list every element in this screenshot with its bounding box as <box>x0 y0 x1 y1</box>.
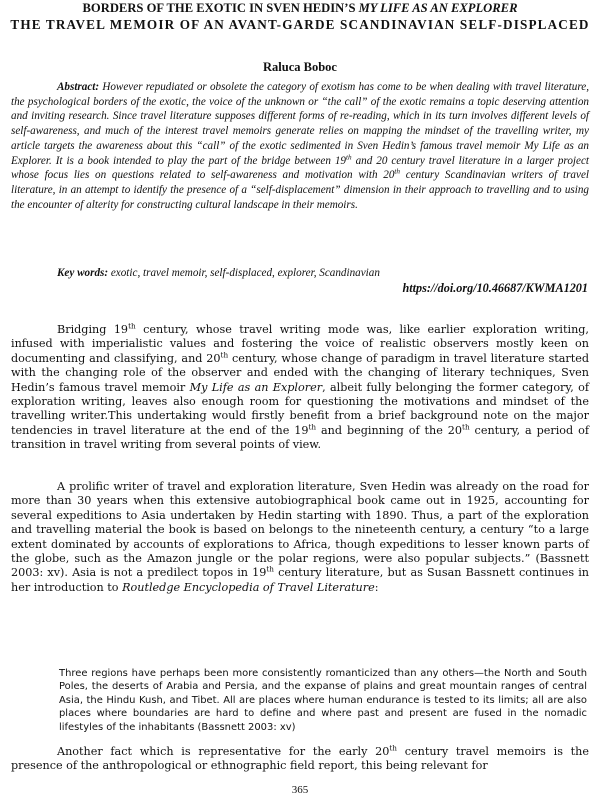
keywords-text: exotic, travel memoir, self-displaced, explorer, Scandinavian <box>108 267 380 279</box>
author-name: Raluca Boboc <box>263 60 337 74</box>
article-subtitle: THE TRAVEL MEMOIR OF AN AVANT-GARDE SCANDINAVIAN SELF-DISPLACED <box>10 17 590 32</box>
body-paragraph: A prolific writer of travel and exploration literature, Sven Hedin was already on the road for more than 30 years when this extensive autobiographical book came out in 1925, accounting for several expeditions to Asia undertaken by Hedin starting with 1890. Thus, a part of the exploration and travelling material the book is based on belongs to the nineteenth century, a century “to a large extent dominated by accounts of explorations to Africa, though expeditions to lesser known parts of the globe, such as the Amazon jungle or the polar regions, were also popular subjects.” (Bassnett 2003: xv). Asia is not a predilect topos in 19th century literature, but as Susan Bassnett continues in her introduction to Routledge Encyclopedia of Travel Literature: <box>11 480 589 594</box>
abstract: Abstract: However repudiated or obsolete the category of exotism has come to be when dealing with travel literature, the psychological borders of the exotic, the voice of the unknown or “the call” of the exotic remains a topic deserving attention and inviting research. Since travel literature supposes different forms of re-reading, which in its turn involves different levels of self-awareness, and much of the interest travel memoirs generate relies on mapping the mindset of the travelling writer, my article targets the awareness about this “call” of the exotic sedimented in Sven Hedin’s famous travel memoir My Life as an Explorer. It is a book intended to play the part of the bridge between 19th and 20 century travel literature in a larger project whose focus lies on questions related to self-awareness and motivation with 20th century Scandinavian writers of travel literature, in an attempt to identify the presence of a “self-displacement” dimension in their approach to travelling and to using the encounter of alterity for constructing cultural landscape in their memoirs. <box>11 81 589 211</box>
body-paragraph: Another fact which is representative for the early 20th century travel memoirs is the presence of the anthropological or ethnographic field report, this being relevant for <box>11 743 590 773</box>
block-quote: Three regions have perhaps been more consistently romanticized than any others—the North and South Poles, the deserts of Arabia and Persia, and the expanse of plains and great mountain ranges of central Asia, the Hindu Kush, and Tibet. All are places where human endurance is tested to its limits; all are also places where boundaries are hard to define and where past and present are fused in the nomadic lifestyles of the inhabitants (Bassnett 2003: xv) <box>59 668 587 733</box>
keywords-label: Key words: <box>57 267 109 279</box>
keywords <box>57 266 587 281</box>
running-title-text: BORDERS OF THE EXOTIC IN SVEN HEDIN’S <box>82 1 359 15</box>
abstract-label: Abstract: <box>57 81 100 93</box>
running-title <box>10 1 590 16</box>
page-number: 365 <box>291 784 309 796</box>
body-paragraph: Bridging 19th century, whose travel writing mode was, like earlier exploration writing, infused with imperialistic values and fostering the voice of realistic observers mostly keen on documenting and classifying, and 20th century, whose change of paradigm in travel literature started with the changing role of the observer and ended with the changing of literary techniques, Sven Hedin’s famous travel memoir My Life as an Explorer, albeit fully belonging the former category, of exploration writing, leaves also enough room for questioning the motivations and mindset of the travelling writer.This undertaking would firstly benefit from a brief background note on the major tendencies in travel literature at the end of the 19th and beginning of the 20th century, a period of transition in travel writing from several points of view. <box>11 321 589 452</box>
doi-link[interactable]: https://doi.org/10.46687/KWMA1201 <box>402 281 588 295</box>
running-title-book: MY LIFE AS AN EXPLORER <box>358 1 518 15</box>
